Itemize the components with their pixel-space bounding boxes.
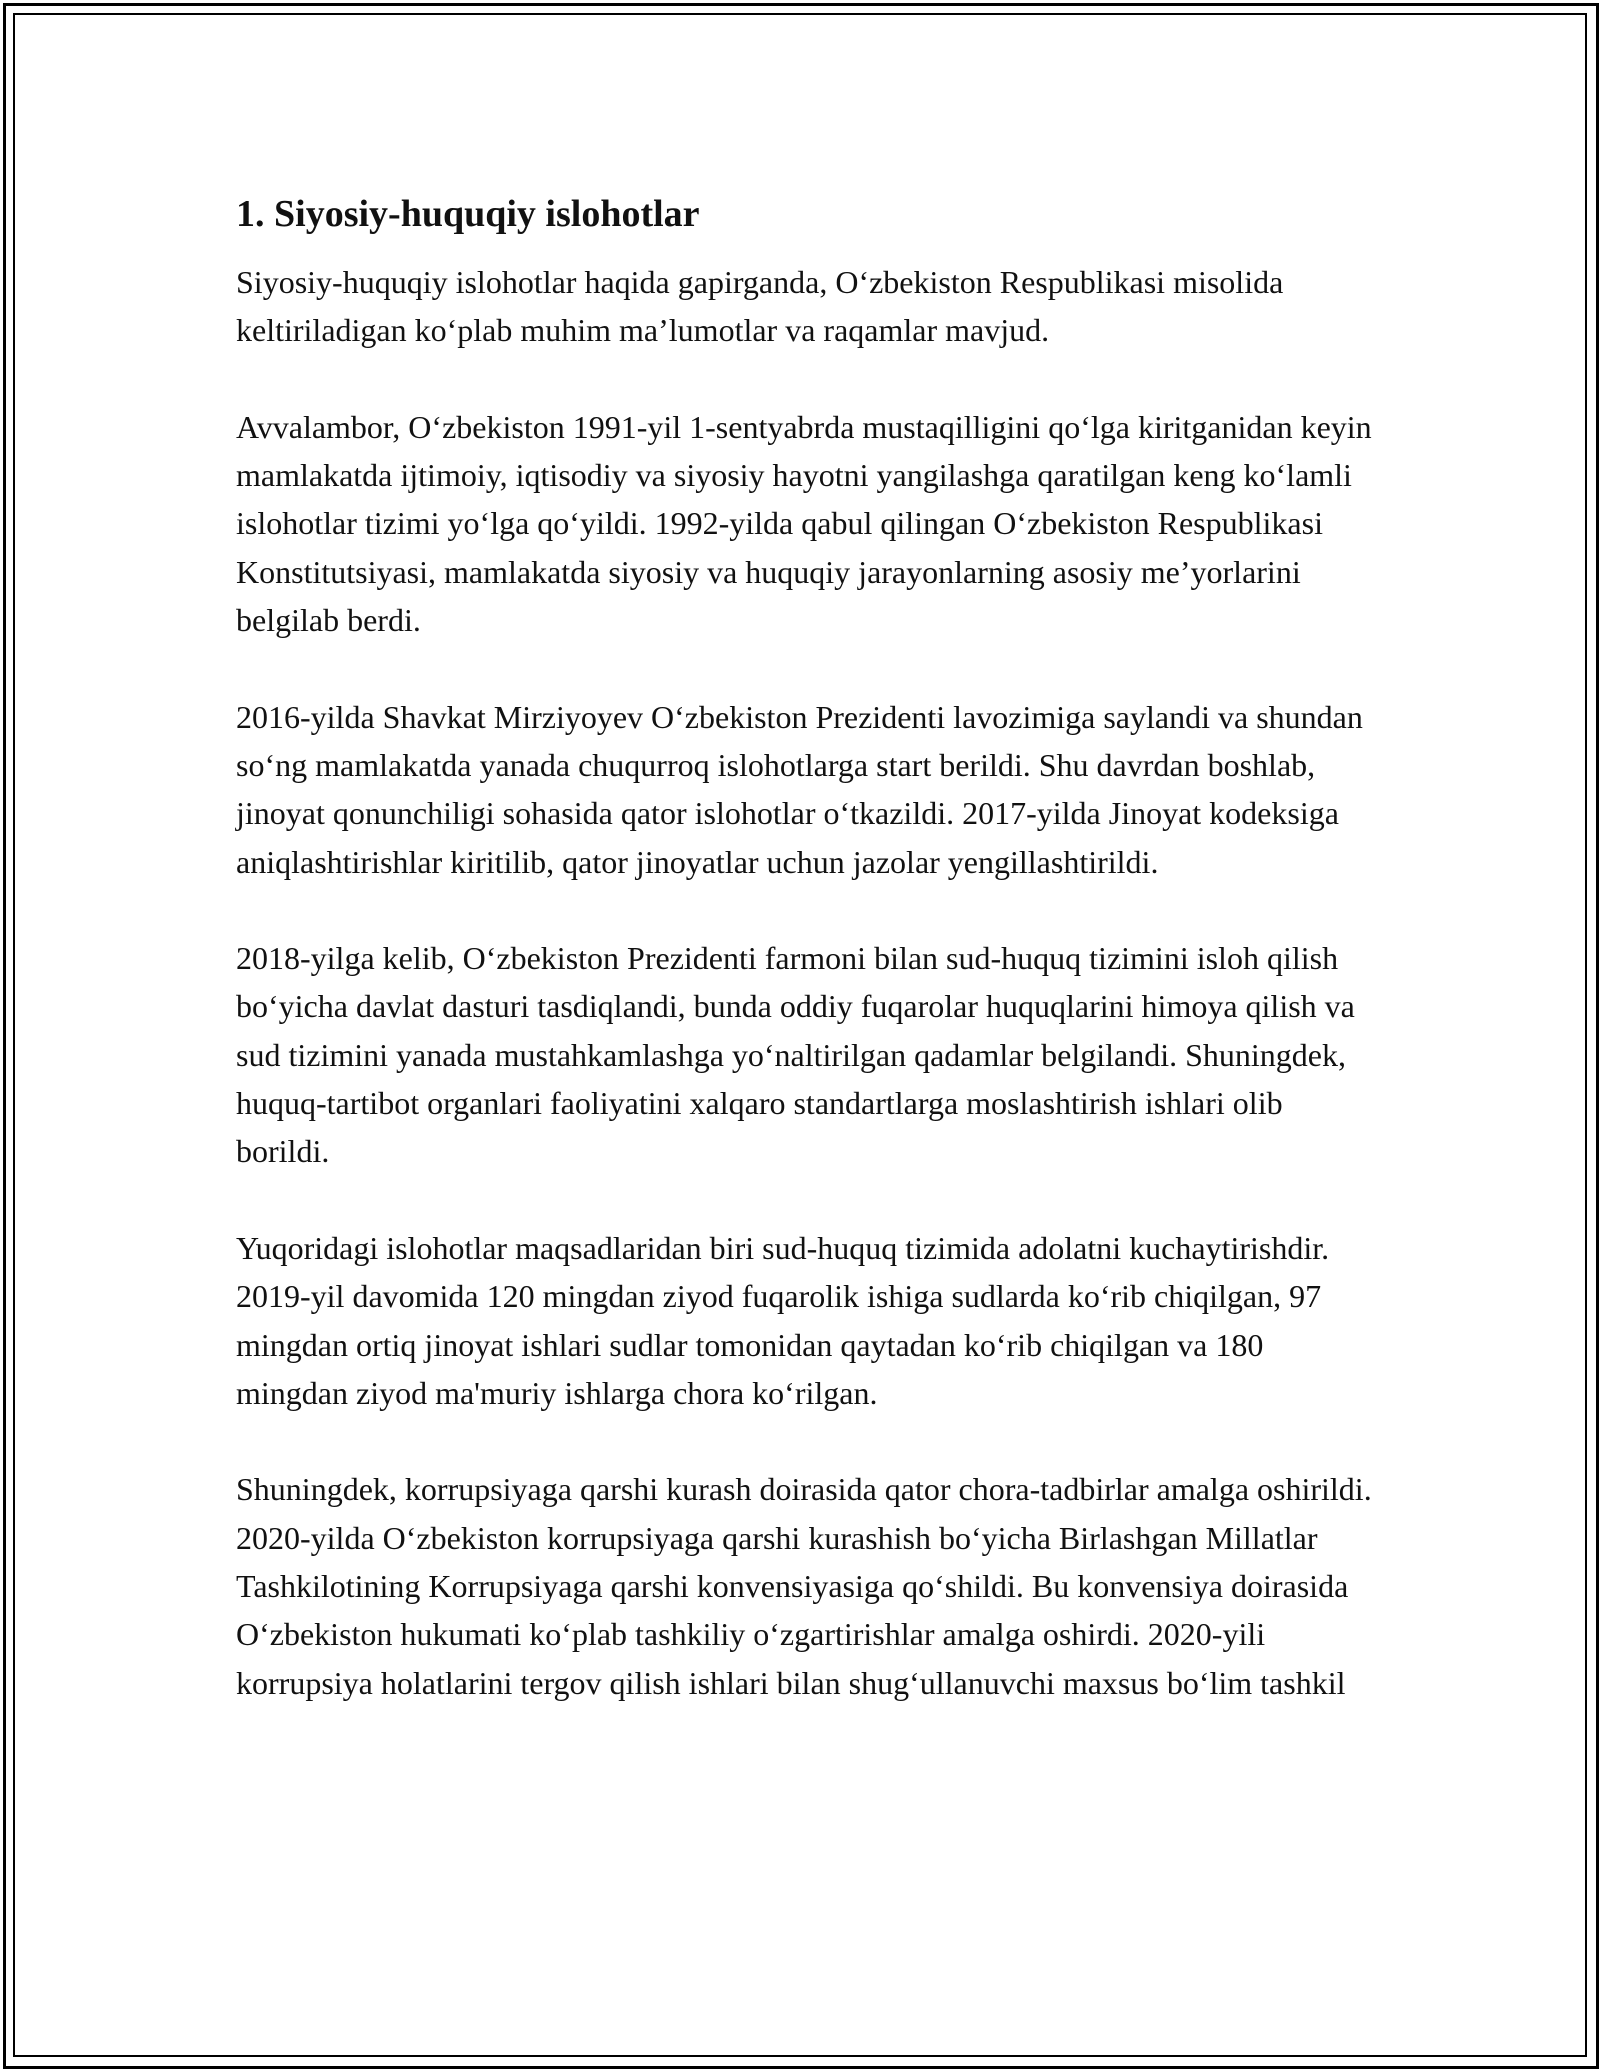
section-heading: 1. Siyosiy-huquqiy islohotlar [236, 193, 700, 235]
paragraph: Siyosiy-huquqiy islohotlar haqida gapirganda, O‘zbekiston Respublikasi misolida keltiriladigan ko‘plab muhim ma’lumotlar va raqamlar mavjud. [236, 264, 1284, 349]
document-body [236, 186, 1376, 1707]
paragraph: Avvalambor, O‘zbekiston 1991-yil 1-sentyabrda mustaqilligini qo‘lga kiritganidan keyin mamlakatda ijtimoiy, iqtisodiy va siyosiy hayotni yangilashga qaratilgan keng ko‘lamli islohotlar tizimi yo‘lga qo‘yildi. 1992-yilda qabul qilingan O‘zbekiston Respublikasi Konstitutsiyasi, mamlakatda siyosiy va huquqiy jarayonlarning asosiy me’yorlarini belgilab berdi. [236, 408, 1372, 639]
paragraph: 2016-yilda Shavkat Mirziyoyev O‘zbekiston Prezidenti lavozimiga saylandi va shundan so‘ng mamlakatda yanada chuqurroq islohotlarga start berildi. Shu davrdan boshlab, jinoyat qonunchiligi sohasida qator islohotlar o‘tkazildi. 2017-yilda Jinoyat kodeksiga aniqlashtirishlar kiritilib, qator jinoyatlar uchun jazolar yengillashtirildi. [236, 698, 1363, 880]
paragraph: Shuningdek, korrupsiyaga qarshi kurash doirasida qator chora-tadbirlar amalga oshirildi. 2020-yilda O‘zbekiston korrupsiyaga qarshi kurashish bo‘yicha Birlashgan Millatlar Tashkilotining Korrupsiyaga qarshi konvensiyasiga qo‘shildi. Bu konvensiya doirasida O‘zbekiston hukumati ko‘plab tashkiliy o‘zgartirishlar amalga oshirdi. 2020-yili korrupsiya holatlarini tergov qilish ishlari bilan shug‘ullanuvchi maxsus bo‘lim tashkil [236, 1471, 1372, 1701]
paragraph: 2018-yilga kelib, O‘zbekiston Prezidenti farmoni bilan sud-huquq tizimini isloh qilish bo‘yicha davlat dasturi tasdiqlandi, bunda oddiy fuqarolar huquqlarini himoya qilish va sud tizimini yanada mustahkamlashga yo‘naltirilgan qadamlar belgilandi. Shuningdek, huquq-tartibot organlari faoliyatini xalqaro standartlarga moslashtirish ishlari olib borildi. [236, 940, 1355, 1170]
paragraph: Yuqoridagi islohotlar maqsadlaridan biri sud-huquq tizimida adolatni kuchaytirishdir. 2019-yil davomida 120 mingdan ziyod fuqarolik ishiga sudlarda ko‘rib chiqilgan, 97 mingdan ortiq jinoyat ishlari sudlar tomonidan qaytadan ko‘rib chiqilgan va 180 mingdan ziyod ma'muriy ishlarga chora ko‘rilgan. [236, 1229, 1330, 1411]
